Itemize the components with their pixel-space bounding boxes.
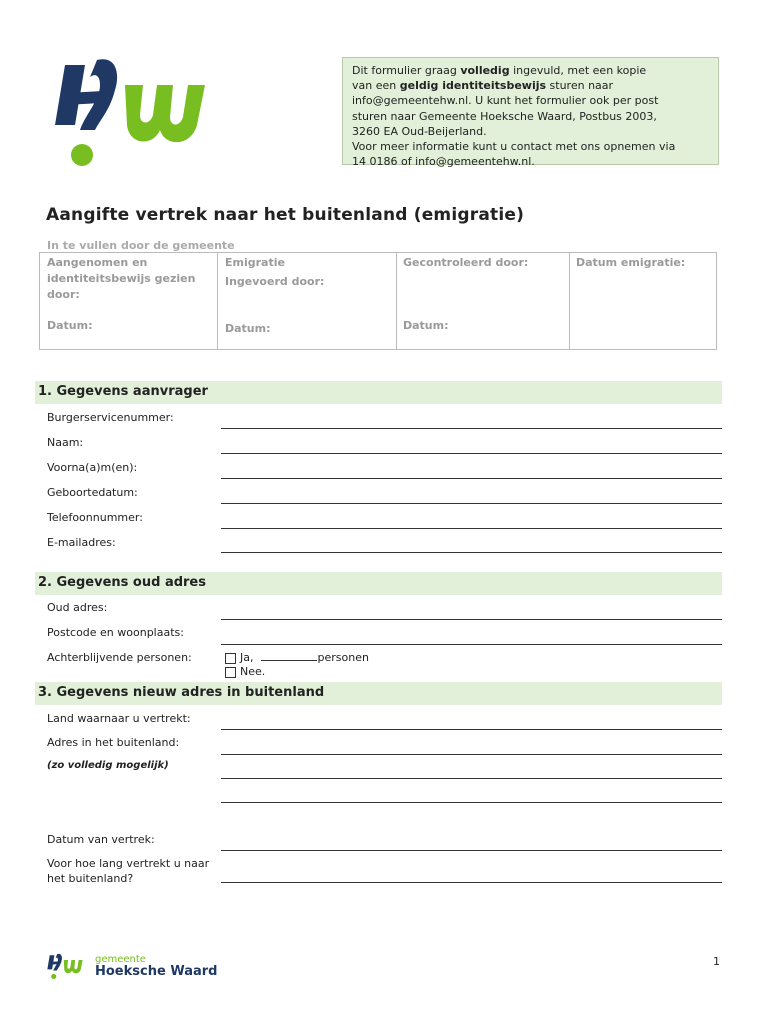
page-number: 1 (713, 955, 720, 968)
adres-buitenland-field-3[interactable] (221, 802, 722, 803)
gemeente-section-label: In te vullen door de gemeente (47, 239, 235, 252)
nee-option: Nee. (240, 665, 266, 678)
datum-vertrek-label: Datum van vertrek: (47, 833, 155, 846)
gemeente-table (39, 252, 717, 350)
land-field[interactable] (221, 729, 722, 730)
footer-name: Hoeksche Waard (95, 964, 218, 979)
duur-vertrek-label: Voor hoe lang vertrekt u naar het buitenland? (47, 857, 210, 885)
gemeente-col-aangenomen: Aangenomen en identiteitsbewijs gezien door: Datum: (40, 253, 218, 349)
datum-label: Datum: (225, 322, 271, 335)
bsn-label: Burgerservicenummer: (47, 411, 174, 424)
ja-checkbox[interactable] (225, 653, 236, 664)
postcode-woonplaats-field[interactable] (221, 644, 722, 645)
voornamen-field[interactable] (221, 478, 722, 479)
personen-count-field[interactable] (261, 651, 317, 661)
adres-buitenland-label: Adres in het buitenland: (47, 736, 180, 749)
gemeente-col-gecontroleerd: Gecontroleerd door: Datum: (397, 253, 570, 349)
telefoon-label: Telefoonnummer: (47, 511, 143, 524)
email-field[interactable] (221, 552, 722, 553)
achterblijvende-label: Achterblijvende personen: (47, 651, 192, 664)
voornamen-label: Voorna(a)m(en): (47, 461, 138, 474)
naam-label: Naam: (47, 436, 84, 449)
naam-field[interactable] (221, 453, 722, 454)
bsn-field[interactable] (221, 428, 722, 429)
land-label: Land waarnaar u vertrekt: (47, 712, 191, 725)
adres-buitenland-field-2[interactable] (221, 778, 722, 779)
ja-option: Ja, personen (240, 651, 369, 664)
oud-adres-field[interactable] (221, 619, 722, 620)
section-nieuw-adres-header: 3. Gegevens nieuw adres in buitenland (35, 682, 722, 705)
section-oud-adres-header: 2. Gegevens oud adres (35, 572, 722, 595)
postcode-woonplaats-label: Postcode en woonplaats: (47, 626, 184, 639)
section-aanvrager-header: 1. Gegevens aanvrager (35, 381, 722, 404)
page-title: Aangifte vertrek naar het buitenland (emigratie) (46, 205, 525, 225)
adres-buitenland-field[interactable] (221, 754, 722, 755)
duur-vertrek-field[interactable] (221, 882, 722, 883)
footer-hw-logo (45, 952, 85, 982)
footer-gemeente: gemeente (95, 954, 146, 965)
gemeente-col-emigratie: Emigratie Ingevoerd door: Datum: (218, 253, 397, 349)
nee-checkbox[interactable] (225, 667, 236, 678)
gemeente-col-datum-emigratie: Datum emigratie: (576, 256, 686, 269)
datum-vertrek-field[interactable] (221, 850, 722, 851)
datum-label: Datum: (403, 319, 449, 332)
info-box: Dit formulier graag volledig ingevuld, met een kopie van een geldig identiteitsbewijs sturen naar info@gemeentehw.nl. U kunt het formulier ook per post sturen naar Gemeente Hoeksche Waard, Postbus 2003, 3260 EA Oud-Beijerland. Voor meer informatie kunt u contact met ons opnemen via 14 0186 of info@gemeentehw.nl. (342, 57, 719, 165)
email-label: E-mailadres: (47, 536, 116, 549)
datum-label: Datum: (47, 319, 93, 332)
telefoon-field[interactable] (221, 528, 722, 529)
hw-logo (45, 55, 215, 175)
geboortedatum-label: Geboortedatum: (47, 486, 138, 499)
geboortedatum-field[interactable] (221, 503, 722, 504)
volledig-note: (zo volledig mogelijk) (47, 760, 169, 771)
oud-adres-label: Oud adres: (47, 601, 108, 614)
